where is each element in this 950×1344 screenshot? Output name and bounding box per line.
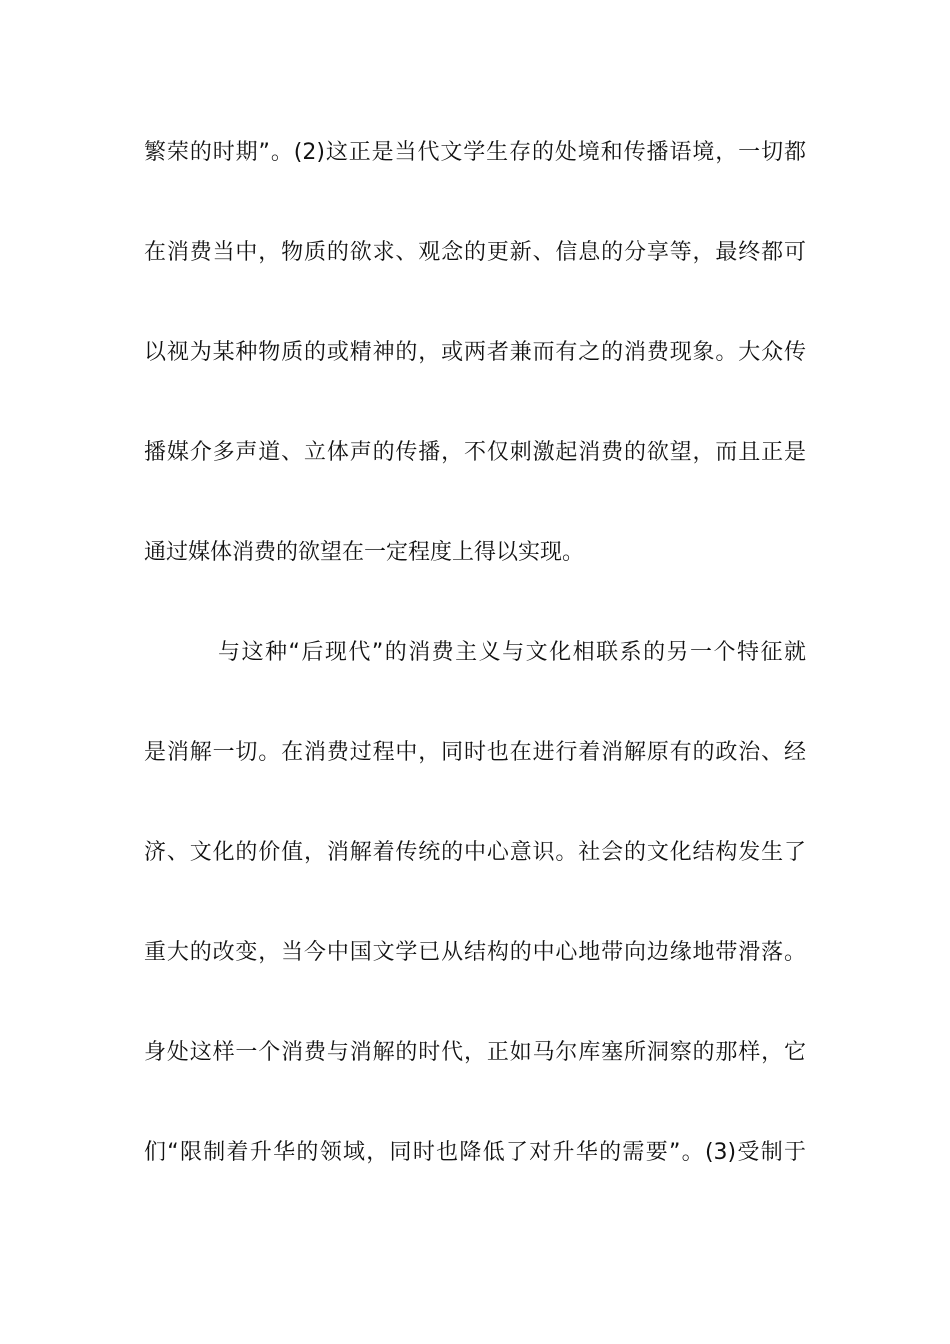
body-text xyxy=(144,128,806,1228)
paragraph-2-line-1: 与这种“后现代”的消费主义与文化相联系的另一个特征就 xyxy=(218,640,806,665)
paragraph-2-line-5: 身处这样一个消费与消解的时代，正如马尔库塞所洞察的那样，它 xyxy=(144,1040,806,1065)
paragraph-2-line-3: 济、文化的价值，消解着传统的中心意识。社会的文化结构发生了 xyxy=(144,840,806,865)
paragraph-2-line-4: 重大的改变，当今中国文学已从结构的中心地带向边缘地带滑落。 xyxy=(144,940,806,965)
paragraph-1-line-5: 通过媒体消费的欲望在一定程度上得以实现。 xyxy=(144,540,585,565)
paragraph-1-line-3: 以视为某种物质的或精神的，或两者兼而有之的消费现象。大众传 xyxy=(144,340,806,365)
paragraph-1-line-2: 在消费当中，物质的欲求、观念的更新、信息的分享等，最终都可 xyxy=(144,240,806,265)
paragraph-2-line-2: 是消解一切。在消费过程中，同时也在进行着消解原有的政治、经 xyxy=(144,740,806,765)
paragraph-2-line-6: 们“限制着升华的领域，同时也降低了对升华的需要”。(3)受制于 xyxy=(144,1140,806,1165)
paragraph-1-line-4: 播媒介多声道、立体声的传播，不仅刺激起消费的欲望，而且正是 xyxy=(144,440,806,465)
paragraph-1-line-1: 繁荣的时期”。(2)这正是当代文学生存的处境和传播语境，一切都 xyxy=(144,140,806,165)
